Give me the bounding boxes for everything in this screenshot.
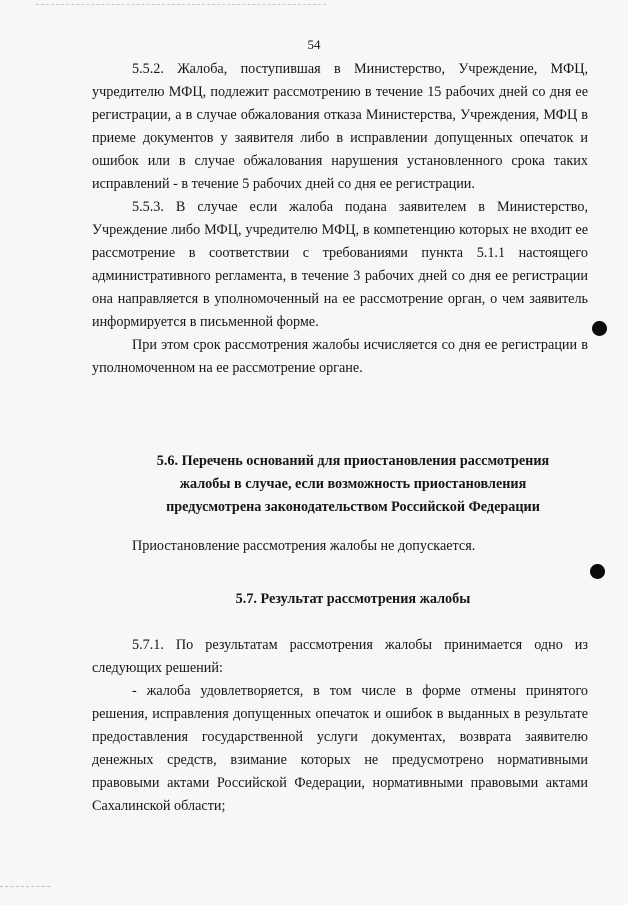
paragraph-term: При этом срок рассмотрения жалобы исчисляется со дня ее регистрации в уполномоченном на ее рассмотрение органе. [92, 337, 588, 376]
scan-artifact-line [0, 886, 50, 887]
binder-hole-dot [592, 321, 607, 336]
body-text [92, 58, 588, 380]
binder-hole-dot [590, 564, 605, 579]
paragraph-5-7-1: 5.7.1. По результатам рассмотрения жалобы принимается одно из следующих решений: [92, 637, 588, 676]
decision-item-1: - жалоба удовлетворяется, в том числе в форме отмены принятого решения, исправления допущенных опечаток и ошибок в выданных в результате предоставления государственной услуги документах, возврата заявителю денежных средств, взимание которых не предусмотрено нормативными правовыми актами Российской Федерации, нормативными правовыми актами Сахалинской области; [92, 683, 588, 814]
decisions-block [92, 634, 588, 818]
heading-5-6-line-1: 5.6. Перечень оснований для приостановления рассмотрения [156, 453, 550, 469]
heading-5-6-line-3: предусмотрена законодательством Российской Федерации [166, 499, 540, 515]
scan-artifact-line [36, 4, 326, 5]
suspension-block [92, 535, 588, 558]
page-number: 54 [307, 37, 321, 52]
paragraph-suspension: Приостановление рассмотрения жалобы не допускается. [132, 538, 476, 554]
heading-5-6-line-2: жалобы в случае, если возможность приостановления [179, 476, 527, 492]
heading-block-5-6 [92, 450, 588, 519]
section-heading-5-7: 5.7. Результат рассмотрения жалобы [235, 591, 471, 607]
paragraph-5-5-2: 5.5.2. Жалоба, поступившая в Министерство, Учреждение, МФЦ, учредителю МФЦ, подлежит рассмотрению в течение 15 рабочих дней со дня ее регистрации, а в случае обжалования отказа Министерства, Учреждения, МФЦ в приеме документов у заявителя либо в исправлении допущенных опечаток и ошибок или в случае обжалования нарушения установленного срока таких исправлений - в течение 5 рабочих дней со дня ее регистрации. [92, 61, 588, 192]
heading-block-5-7 [92, 588, 588, 611]
paragraph-5-5-3: 5.5.3. В случае если жалоба подана заявителем в Министерство, Учреждение либо МФЦ, учредителю МФЦ, в компетенцию которых не входит ее рассмотрение в соответствии с требованиями пункта 5.1.1 настоящего административного регламента, в течение 3 рабочих дней со дня ее регистрации она направляется в уполномоченный на ее рассмотрение орган, о чем заявитель информируется в письменной форме. [92, 199, 588, 330]
section-heading-5-6 [92, 450, 588, 519]
